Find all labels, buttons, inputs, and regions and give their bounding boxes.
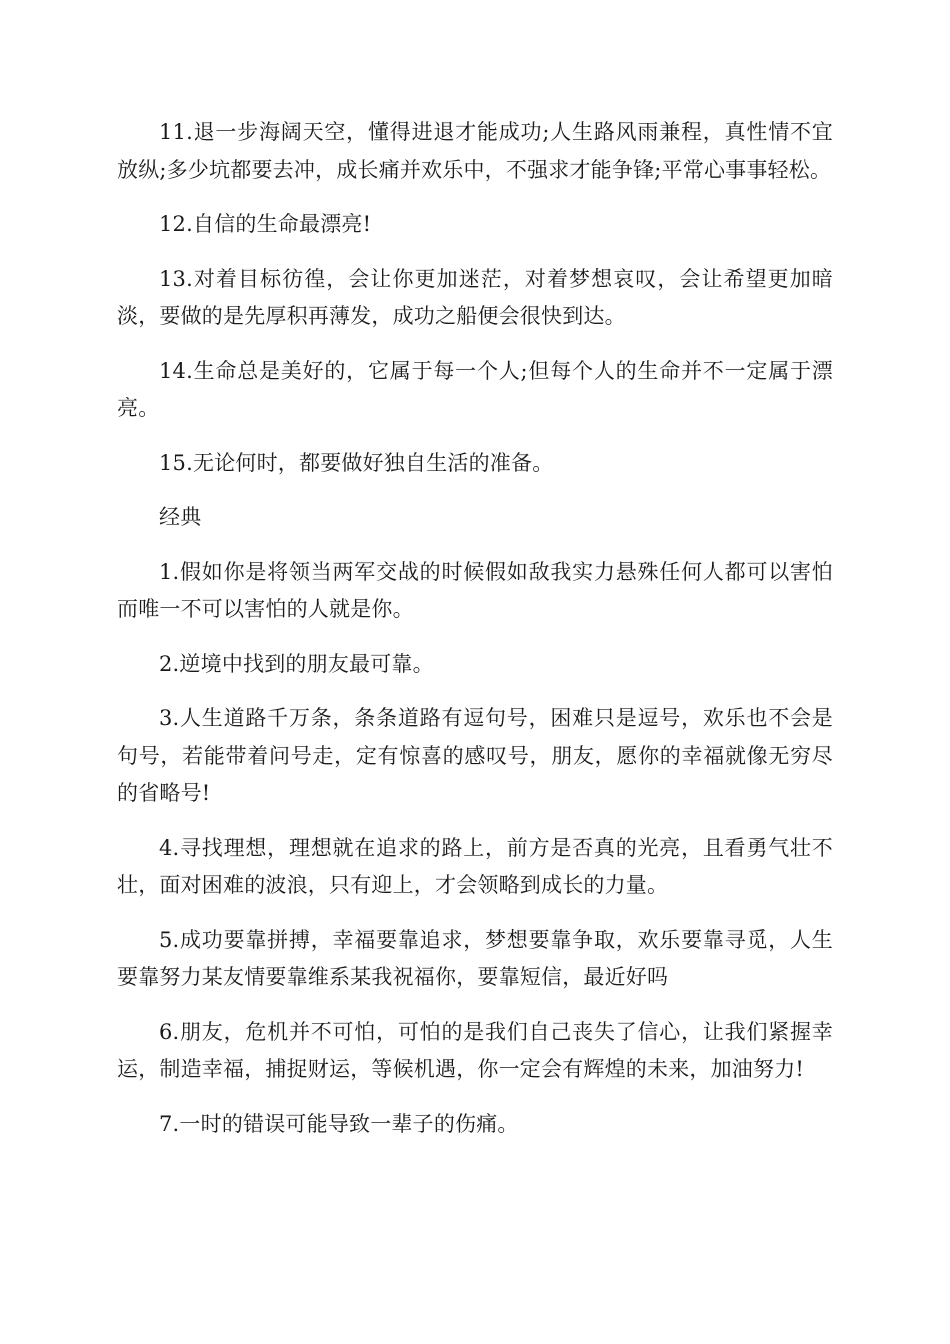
paragraph-12: 12.自信的生命最漂亮!	[159, 212, 372, 236]
paragraph-11: 11.退一步海阔天空，懂得进退才能成功;人生路风雨兼程，真性情不宜放纵;多少坑都要去冲，成长痛并欢乐中，不强求才能争锋;平常心事事轻松。	[117, 120, 833, 182]
paragraph-14: 14.生命总是美好的，它属于每一个人;但每个人的生命并不一定属于漂亮。	[117, 358, 833, 420]
document-page	[117, 114, 833, 1160]
paragraph-7: 7.一时的错误可能导致一辈子的伤痛。	[159, 1111, 519, 1136]
paragraph-5: 5.成功要靠拼搏，幸福要靠追求，梦想要靠争取，欢乐要靠寻觅，人生要靠努力某友情要靠维系某我祝福你，要靠短信，最近好吗	[117, 927, 833, 989]
section-heading: 经典	[159, 505, 202, 529]
paragraph-2: 2.逆境中找到的朋友最可靠。	[159, 651, 434, 676]
paragraph-3: 3.人生道路千万条，条条道路有逗句号，困难只是逗号，欢乐也不会是句号，若能带着问号走，定有惊喜的感叹号，朋友，愿你的幸福就像无穷尽的省略号!	[117, 706, 833, 805]
paragraph-13: 13.对着目标彷徨，会让你更加迷茫，对着梦想哀叹，会让希望更加暗淡，要做的是先厚积再薄发，成功之船便会很快到达。	[117, 266, 833, 328]
paragraph-4: 4.寻找理想，理想就在追求的路上，前方是否真的光亮，且看勇气壮不壮，面对困难的波浪，只有迎上，才会领略到成长的力量。	[117, 835, 833, 897]
paragraph-1: 1.假如你是将领当两军交战的时候假如敌我实力悬殊任何人都可以害怕而唯一不可以害怕的人就是你。	[117, 559, 833, 621]
paragraph-15: 15.无论何时，都要做好独自生活的准备。	[159, 450, 554, 475]
paragraph-6: 6.朋友，危机并不可怕，可怕的是我们自己丧失了信心，让我们紧握幸运，制造幸福，捕捉财运，等候机遇，你一定会有辉煌的未来，加油努力!	[117, 1019, 833, 1081]
